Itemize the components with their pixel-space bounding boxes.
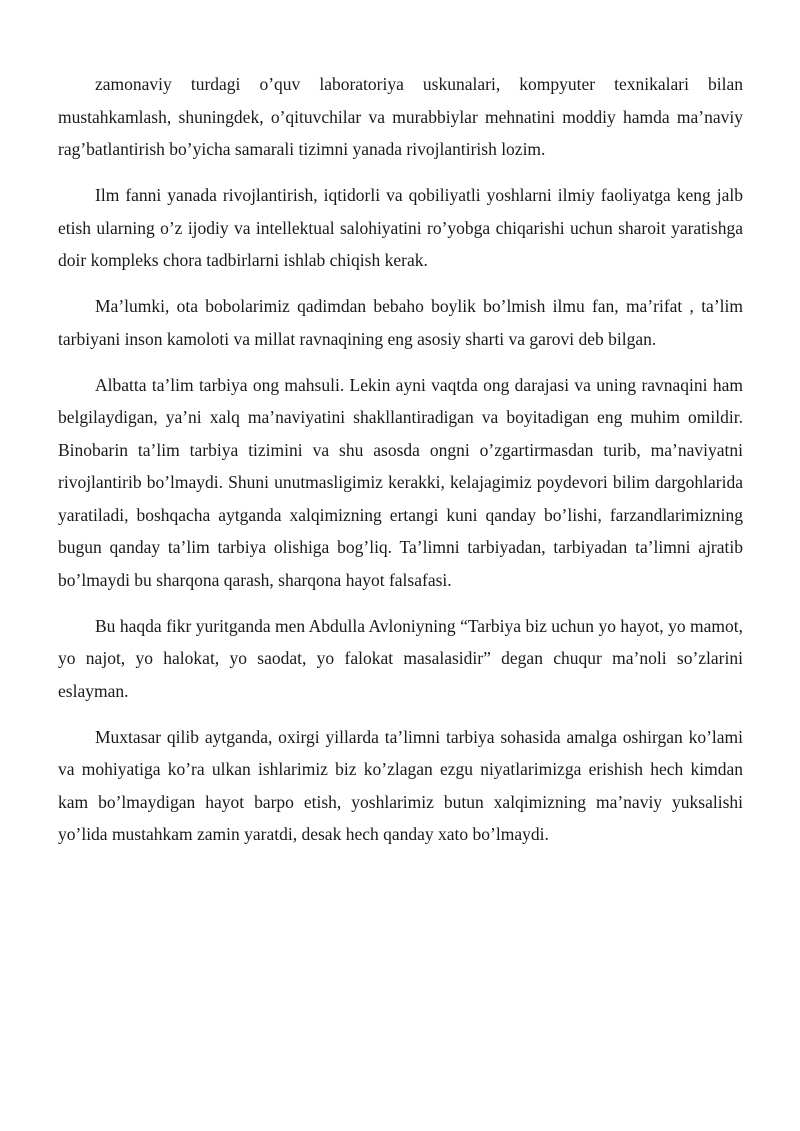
paragraph-5: Bu haqda fikr yuritganda men Abdulla Avloniyning “Tarbiya biz uchun yo hayot, yo mamot, yo najot, yo halokat, yo saodat, yo falokat masalasidir” degan chuqur ma’noli so’zlarini eslayman. bbox=[58, 615, 743, 701]
paragraph-4: Albatta ta’lim tarbiya ong mahsuli. Lekin ayni vaqtda ong darajasi va uning ravnaqini ham belgilaydigan, ya’ni xalq ma’naviyatini shakllantiradigan va boyitadigan eng muhim omildir. Binobarin ta’lim tarbiya tizimini va shu asosda ongni o’zgartirmasdan turib, ma’naviyatni rivojlantirib bo’lmaydi. Shuni unutmasligimiz kerakki, kelajagimiz poydevori bilim dargohlarida yaratiladi, boshqacha aytganda xalqimizning ertangi kuni qanday bo’lishi, farzandlarimizning bugun qanday ta’lim tarbiya olishiga bog’liq. Ta’limni tarbiyadan, tarbiyadan ta’limni ajratib bo’lmaydi bu sharqona qarash, sharqona hayot falsafasi. bbox=[58, 374, 743, 590]
paragraph-1: zamonaviy turdagi o’quv laboratoriya uskunalari, kompyuter texnikalari bilan mustahkamlash, shuningdek, o’qituvchilar va murabbiylar mehnatini moddiy hamda ma’naviy rag’batlantirish bo’yicha samarali tizimni yanada rivojlantirish lozim. bbox=[58, 74, 743, 159]
paragraph-3: Ma’lumki, ota bobolarimiz qadimdan bebaho boylik bo’lmish ilmu fan, ma’rifat , ta’lim tarbiyani inson kamoloti va millat ravnaqining eng asosiy sharti va garovi deb bilgan. bbox=[58, 296, 743, 349]
paragraph-2: Ilm fanni yanada rivojlantirish, iqtidorli va qobiliyatli yoshlarni ilmiy faoliyatga keng jalb etish ularning o’z ijodiy va intellektual salohiyatini ro’yobga chiqarishi uchun sharoit yaratishga doir kompleks chora tadbirlarni ishlab chiqish kerak. bbox=[58, 185, 743, 270]
document-page bbox=[58, 68, 743, 864]
paragraph-6: Muxtasar qilib aytganda, oxirgi yillarda ta’limni tarbiya sohasida amalga oshirgan ko’lami va mohiyatiga ko’ra ulkan ishlarimiz biz ko’zlagan ezgu niyatlarimizga erishish hech kimdan kam bo’lmaydigan hayot barpo etish, yoshlarimiz butun xalqimizning ma’naviy yuksalishi yo’lida mustahkam zamin yaratdi, desak hech qanday xato bo’lmaydi. bbox=[58, 726, 743, 844]
